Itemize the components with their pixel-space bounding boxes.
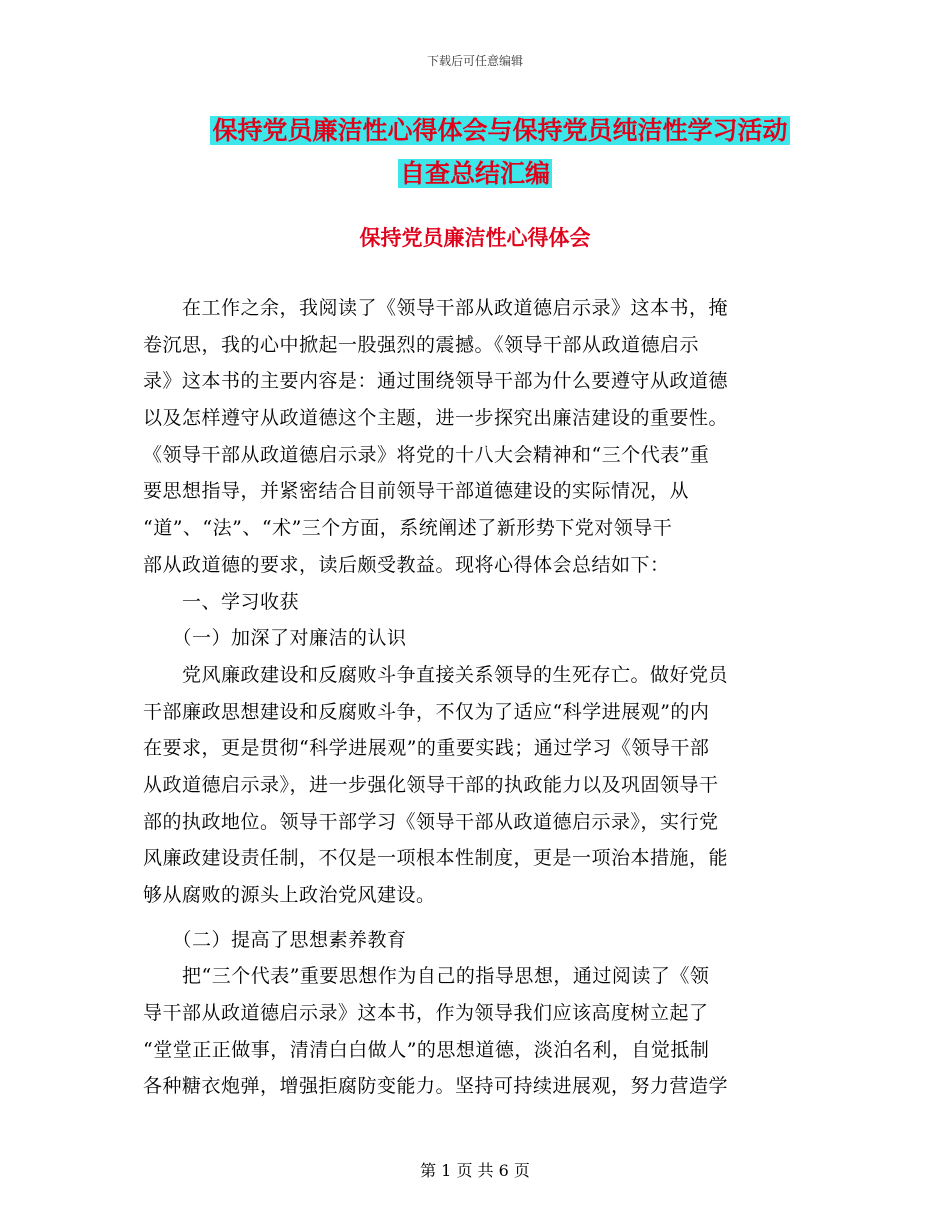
title-highlight-1: 保持党员廉洁性心得体会与保持党员纯洁性学习活动: [212, 116, 788, 145]
text-line: 部从政道德的要求，读后颇受教益。现将心得体会总结如下：: [143, 553, 670, 576]
page-footer: 第 1 页 共 6 页: [420, 1161, 530, 1180]
text-line: （一）加深了对廉洁的认识: [143, 627, 407, 650]
text-line: 卷沉思，我的心中掀起一股强烈的震撼。《领导干部从政道德启示: [143, 333, 700, 356]
text-line: 一、学习收获: [143, 590, 300, 613]
document-title-line-1: [0, 114, 950, 148]
page-header: 下载后可任意编辑: [426, 54, 523, 68]
document-title-line-2: [0, 157, 950, 191]
text-line: “堂堂正正做事，清清白白做人”的思想道德，淡泊名利，自觉抵制: [143, 1038, 710, 1061]
text-line: 部的执政地位。领导干部学习《领导干部从政道德启示录》，实行党: [143, 810, 719, 833]
text-line: 在要求，更是贯彻“科学进展观”的重要实践；通过学习《领导干部: [143, 737, 710, 760]
text-line: （二）提高了思想素养教育: [143, 928, 407, 951]
text-line: 干部廉政思想建设和反腐败斗争，不仅为了适应“科学进展观”的内: [143, 700, 710, 723]
text-line: “道”、“法”、“术”三个方面，系统阐述了新形势下党对领导干: [143, 517, 673, 540]
body-text: [143, 290, 803, 1105]
text-line: 以及怎样遵守从政道德这个主题，进一步探究出廉洁建设的重要性。: [143, 407, 729, 430]
text-line: 党风廉政建设和反腐败斗争直接关系领导的生死存亡。做好党员: [143, 663, 729, 686]
text-line: 风廉政建设责任制，不仅是一项根本性制度，更是一项治本措施，能: [143, 847, 729, 870]
text-line: 在工作之余，我阅读了《领导干部从政道德启示录》这本书，掩: [143, 297, 729, 319]
text-line: 《领导干部从政道德启示录》将党的十八大会精神和“三个代表”重: [143, 443, 710, 466]
text-line: 从政道德启示录》，进一步强化领导干部的执政能力以及巩固领导干: [143, 773, 719, 796]
title-highlight-2: 自查总结汇编: [399, 159, 550, 188]
text-line: 把“三个代表”重要思想作为自己的指导思想，通过阅读了《领: [143, 965, 710, 988]
text-line: 各种糖衣炮弹，增强拒腐防变能力。坚持可持续进展观，努力营造学: [143, 1075, 729, 1098]
text-line: 够从腐败的源头上政治党风建设。: [143, 884, 436, 906]
text-line: 导干部从政道德启示录》这本书，作为领导我们应该高度树立起了: [143, 1002, 709, 1025]
text-line: 录》这本书的主要内容是：通过围绕领导干部为什么要遵守从政道德: [143, 370, 729, 393]
text-line: 要思想指导，并紧密结合目前领导干部道德建设的实际情况，从: [143, 480, 690, 503]
section-title: 保持党员廉洁性心得体会: [359, 226, 591, 250]
